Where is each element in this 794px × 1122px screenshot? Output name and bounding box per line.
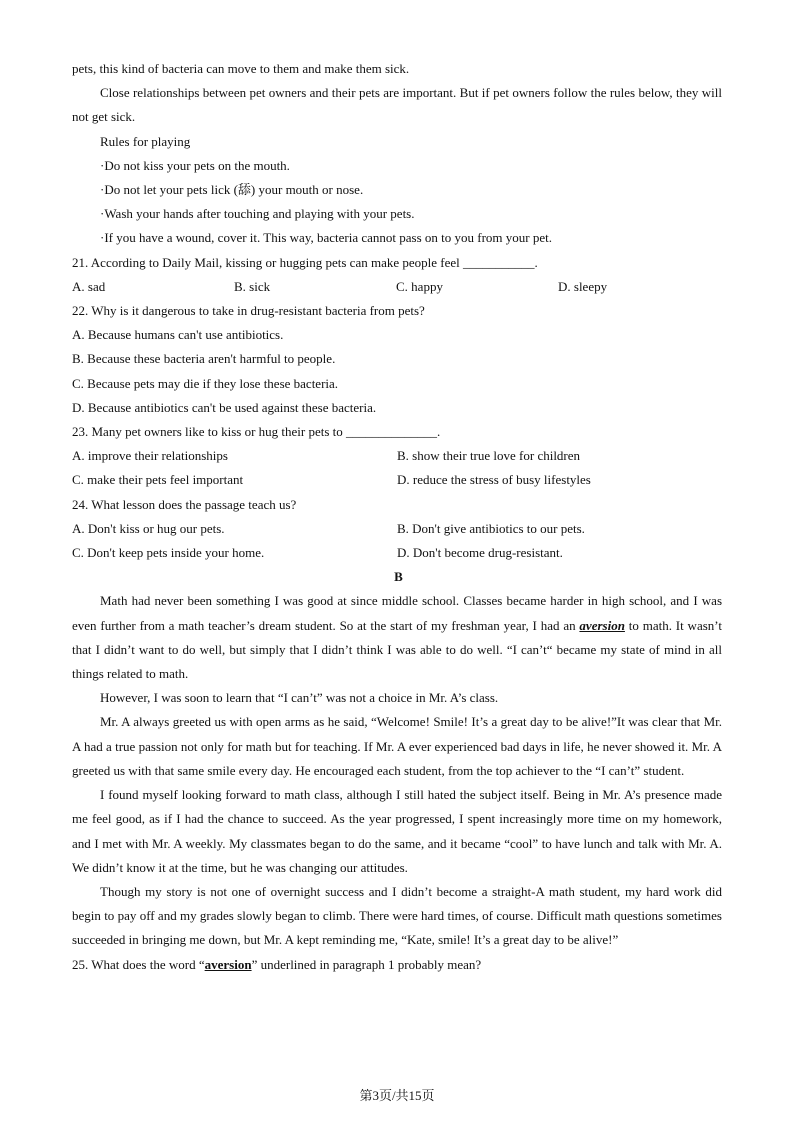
option-b: B. Don't give antibiotics to our pets. (397, 520, 585, 536)
question-25-stem (72, 953, 722, 977)
question-23-options-row1 (72, 444, 722, 468)
option-d: D. Don't become drug-resistant. (397, 545, 563, 561)
paragraph-text: to math. It wasn’t that I didn’t want to do well, but simply that I didn’t think I was able to do well. “I can’t“ became my state of mind in all things related to math. (72, 617, 722, 682)
option-a: A. Because humans can't use antibiotics. (72, 327, 284, 343)
option-d: D. Because antibiotics can't be used against these bacteria. (72, 399, 377, 415)
rule-item: ·Do not let your pets lick (舔) your mouth or nose. (100, 182, 364, 198)
question-24-options-row2 (72, 541, 722, 565)
paragraph-text: Math had never been something I was good at since middle school. Classes became harder in high school, and I was even further from a math teacher’s dream student. So at the start of my freshman year, I had an (72, 593, 722, 633)
option-b: B. sick (234, 278, 271, 294)
option-a: A. Don't kiss or hug our pets. (72, 520, 225, 536)
option-d: D. reduce the stress of busy lifestyles (397, 472, 591, 488)
passage-a-line: pets, this kind of bacteria can move to them and make them sick. (72, 61, 410, 76)
rule-item: ·Do not kiss your pets on the mouth. (100, 157, 290, 173)
option-a: A. sad (72, 278, 106, 294)
section-b-title: B (394, 569, 403, 585)
passage-b-paragraph-4: I found myself looking forward to math class, although I still hated the subject itself. Being in Mr. A’s presence made me feel good, as if I had the chance to succeed. As the year progressed, I spent increasingly more time on my homework, and I met with Mr. A weekly. My classmates began to do the same, and it became “cool” to have lunch and talk with Mr. A. We didn’t know it at the time, but he was changing our attitudes. (72, 787, 722, 875)
page-footer: 第3页/共15页 (359, 1088, 435, 1103)
option-b: B. show their true love for children (397, 448, 581, 464)
passage-b-paragraph-3: Mr. A always greeted us with open arms as he said, “Welcome! Smile! It’s a great day to be alive!”It was clear that Mr. A had a true passion not only for math but for teaching. If Mr. A ever experienced bad days in life, he never showed it. Mr. A greeted us with that same smile every day. He encouraged each student, from the top achiever to the “I can’t” student. (72, 714, 722, 778)
option-a: A. improve their relationships (72, 448, 228, 464)
rule-item: ·Wash your hands after touching and playing with your pets. (100, 206, 415, 222)
question-23-stem: 23. Many pet owners like to kiss or hug their pets to ______________. (72, 424, 441, 440)
question-21-stem: 21. According to Daily Mail, kissing or hugging pets can make people feel ___________. (72, 254, 538, 270)
question-text: ” underlined in paragraph 1 probably mean? (251, 956, 482, 972)
underlined-keyword: aversion (204, 956, 252, 972)
option-b: B. Because these bacteria aren't harmful to people. (72, 351, 336, 367)
option-c: C. make their pets feel important (72, 472, 244, 488)
question-24-options-row1 (72, 517, 722, 541)
question-text: 25. What does the word “ (72, 956, 205, 972)
option-c: C. Because pets may die if they lose these bacteria. (72, 375, 339, 391)
question-22-stem: 22. Why is it dangerous to take in drug-resistant bacteria from pets? (72, 303, 425, 319)
rule-item: ·If you have a wound, cover it. This way, bacteria cannot pass on to you from your pet. (100, 230, 552, 246)
option-c: C. happy (396, 278, 443, 294)
rules-title: Rules for playing (100, 133, 191, 149)
option-d: D. sleepy (558, 278, 608, 294)
option-c: C. Don't keep pets inside your home. (72, 545, 265, 561)
passage-b-paragraph-2: However, I was soon to learn that “I can’t” was not a choice in Mr. A’s class. (100, 690, 499, 706)
question-23-options-row2 (72, 468, 722, 492)
question-24-stem: 24. What lesson does the passage teach us? (72, 496, 297, 512)
passage-a-paragraph: Close relationships between pet owners and their pets are important. But if pet owners follow the rules below, they will not get sick. (72, 85, 722, 125)
underlined-keyword: aversion (579, 617, 625, 633)
passage-b-paragraph-5: Though my story is not one of overnight success and I didn’t become a straight-A math student, my hard work did begin to pay off and my grades slowly began to climb. There were hard times, of course. Difficult math questions sometimes succeeded in bringing me down, but Mr. A kept reminding me, “Kate, smile! It’s a great day to be alive!” (72, 883, 722, 948)
passage-b-paragraph-1 (72, 589, 722, 686)
page-content (72, 57, 722, 977)
question-21-options (72, 275, 722, 299)
